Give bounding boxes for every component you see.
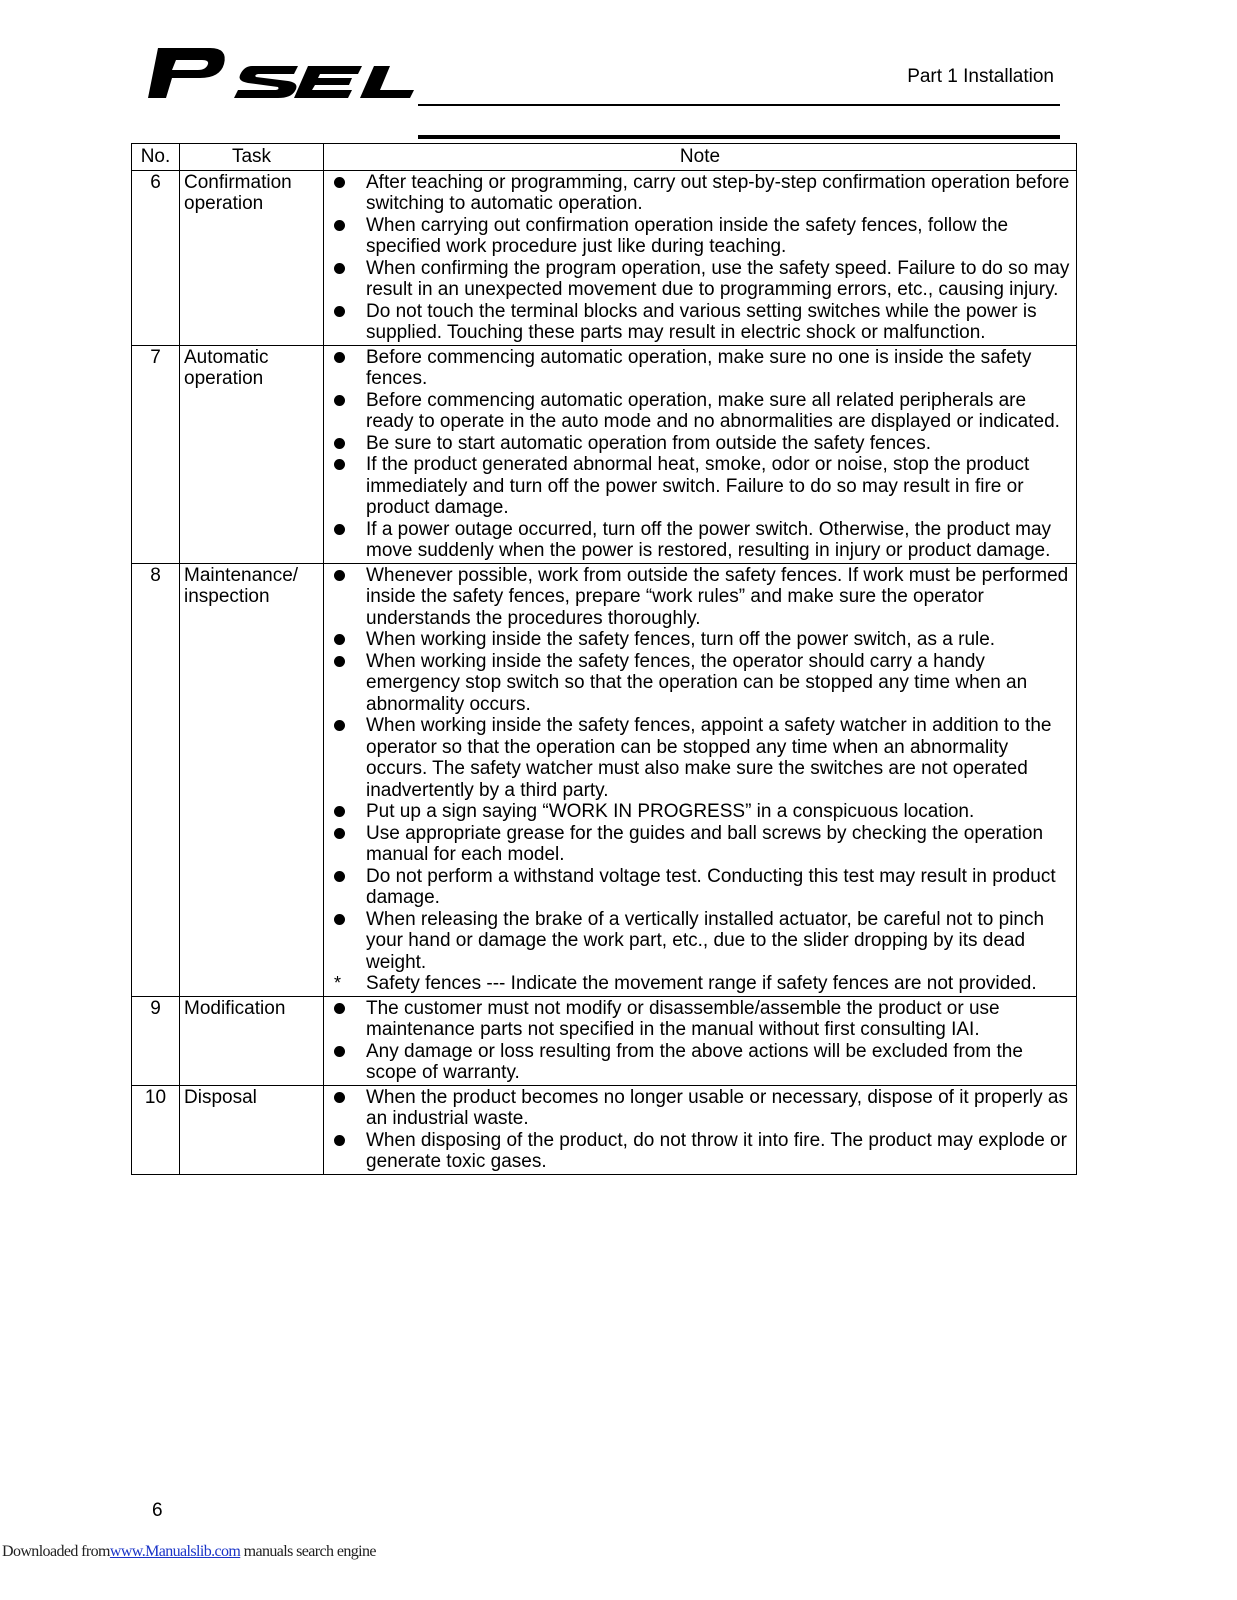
table-row (132, 563, 1077, 996)
note-text: Any damage or loss resulting from the above actions will be excluded from the scope of warranty. (366, 1040, 1023, 1083)
note-text: Be sure to start automatic operation from outside the safety fences. (366, 432, 932, 454)
note-text: If a power outage occurred, turn off the power switch. Otherwise, the product may move suddenly when the power is restored, resulting in injury or product damage. (366, 518, 1052, 561)
row-task: Modification (180, 996, 324, 1085)
page-number: 6 (152, 1500, 163, 1521)
bullet-dot-icon (334, 715, 354, 737)
column-header-no: No. (132, 144, 180, 171)
list-item (328, 973, 1072, 995)
note-text: Put up a sign saying “WORK IN PROGRESS” in a conspicuous location. (366, 801, 975, 822)
safety-task-table (131, 143, 1077, 1175)
bullet-dot-icon (334, 565, 354, 587)
list-item (328, 433, 1072, 455)
bullet-dot-icon (334, 629, 354, 651)
footer-suffix: manuals search engine (240, 1543, 376, 1560)
row-notes (324, 1085, 1077, 1174)
note-text: Do not perform a withstand voltage test. Conducting this test may result in product damage. (366, 865, 1056, 908)
note-text: When working inside the safety fences, the operator should carry a handy emergency stop switch so that the operation can be stopped any time when an abnormality occurs. (366, 650, 1028, 715)
note-text: If the product generated abnormal heat, smoke, odor or noise, stop the product immediately and turn off the power switch. Failure to do so may result in fire or product damage. (366, 454, 1030, 518)
list-item (328, 823, 1072, 866)
table-row (132, 1085, 1077, 1174)
list-item (328, 1041, 1072, 1084)
note-text: When disposing of the product, do not throw it into fire. The product may explode or generate toxic gases. (366, 1129, 1067, 1172)
section-title: Part 1 Installation (907, 66, 1054, 87)
bullet-dot-icon (334, 1087, 354, 1109)
bullet-dot-icon (334, 215, 354, 237)
note-text: When the product becomes no longer usable or necessary, dispose of it properly as an industrial waste. (366, 1086, 1068, 1129)
row-notes (324, 563, 1077, 996)
row-number: 10 (132, 1085, 180, 1174)
note-text: Use appropriate grease for the guides and ball screws by checking the operation manual for each model. (366, 822, 1044, 865)
note-text: Do not touch the terminal blocks and various setting switches while the power is supplied. Touching these parts may result in electric shock or malfunction. (366, 300, 1037, 343)
bullet-dot-icon (334, 347, 354, 369)
list-item (328, 715, 1072, 801)
list-item (328, 390, 1072, 433)
bullet-dot-icon (334, 172, 354, 194)
bullet-dot-icon (334, 519, 354, 541)
row-number: 7 (132, 345, 180, 563)
list-item (328, 909, 1072, 974)
list-item (328, 1130, 1072, 1173)
table-row (132, 996, 1077, 1085)
row-number: 9 (132, 996, 180, 1085)
bullet-dot-icon (334, 454, 354, 476)
note-list (328, 998, 1072, 1084)
note-text: Before commencing automatic operation, make sure all related peripherals are ready to operate in the auto mode and no abnormalities are displayed or indicated. (366, 389, 1060, 432)
list-item (328, 565, 1072, 630)
bullet-dot-icon (334, 258, 354, 280)
row-number: 8 (132, 563, 180, 996)
note-text: The customer must not modify or disassemble/assemble the product or use maintenance parts not specified in the manual without first consulting IAI. (366, 997, 1000, 1040)
note-text: When working inside the safety fences, appoint a safety watcher in addition to the operator so that the operation can be stopped any time when an abnormality occurs. The safety watcher must also make sure the switches are not operated inadvertently by a third party. (366, 715, 1052, 801)
list-item (328, 172, 1072, 215)
list-item (328, 651, 1072, 716)
note-text: When carrying out confirmation operation inside the safety fences, follow the specified work procedure just like during teaching. (366, 214, 1009, 257)
list-item (328, 866, 1072, 909)
list-item (328, 215, 1072, 258)
table-header-row (132, 144, 1077, 171)
list-item (328, 301, 1072, 344)
bullet-dot-icon (334, 651, 354, 673)
list-item (328, 454, 1072, 519)
bullet-dot-icon (334, 909, 354, 931)
row-notes (324, 345, 1077, 563)
table-row (132, 170, 1077, 345)
list-item (328, 801, 1072, 823)
bullet-dot-icon (334, 301, 354, 323)
note-text: Before commencing automatic operation, make sure no one is inside the safety fences. (366, 346, 1032, 389)
bullet-dot-icon (334, 866, 354, 888)
list-item (328, 258, 1072, 301)
bullet-dot-icon (334, 1041, 354, 1063)
note-list (328, 347, 1072, 562)
row-task: Confirmation operation (180, 170, 324, 345)
header-rule-thin (418, 104, 1060, 106)
list-item (328, 519, 1072, 562)
note-list (328, 565, 1072, 995)
note-text: Safety fences --- Indicate the movement range if safety fences are not provided. (366, 973, 1037, 994)
note-text: When confirming the program operation, use the safety speed. Failure to do so may result in an unexpected movement due to programming errors, etc., causing injury. (366, 257, 1070, 300)
list-item (328, 998, 1072, 1041)
download-footer (2, 1543, 376, 1561)
note-text: When working inside the safety fences, turn off the power switch, as a rule. (366, 629, 996, 650)
bullet-dot-icon (334, 433, 354, 455)
note-list (328, 172, 1072, 344)
note-text: After teaching or programming, carry out step-by-step confirmation operation before switching to automatic operation. (366, 171, 1070, 214)
manualslib-link[interactable]: www.Manualslib.com (109, 1543, 241, 1560)
note-list (328, 1087, 1072, 1173)
list-item (328, 629, 1072, 651)
row-notes (324, 170, 1077, 345)
row-task: Maintenance/ inspection (180, 563, 324, 996)
table-body (132, 170, 1077, 1174)
row-notes (324, 996, 1077, 1085)
bullet-dot-icon (334, 998, 354, 1020)
row-number: 6 (132, 170, 180, 345)
table-row (132, 345, 1077, 563)
bullet-dot-icon (334, 823, 354, 845)
footer-prefix: Downloaded from (2, 1543, 110, 1560)
row-task: Disposal (180, 1085, 324, 1174)
header-rule-thick (418, 135, 1060, 139)
page-header (148, 44, 1060, 100)
bullet-dot-icon (334, 1130, 354, 1152)
bullet-dot-icon (334, 390, 354, 412)
psel-logo (148, 44, 414, 100)
asterisk-marker: * (334, 973, 342, 993)
list-item (328, 1087, 1072, 1130)
note-text: Whenever possible, work from outside the safety fences. If work must be performed inside the safety fences, prepare “work rules” and make sure the operator understands the procedures thoroughly. (366, 564, 1069, 629)
list-item (328, 347, 1072, 390)
row-task: Automatic operation (180, 345, 324, 563)
bullet-dot-icon (334, 801, 354, 823)
column-header-note: Note (324, 144, 1077, 171)
column-header-task: Task (180, 144, 324, 171)
note-text: When releasing the brake of a vertically installed actuator, be careful not to pinch your hand or damage the work part, etc., due to the slider dropping by its dead weight. (366, 908, 1045, 973)
